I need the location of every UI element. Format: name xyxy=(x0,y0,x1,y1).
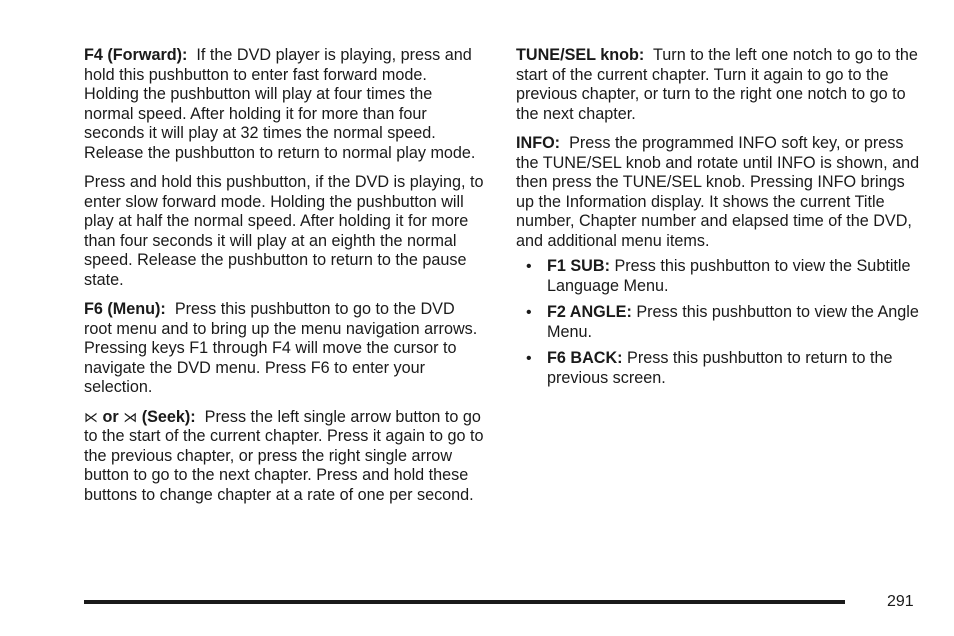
right-column xyxy=(516,46,922,395)
list-item xyxy=(516,349,922,388)
f1-sub-term: F1 SUB: xyxy=(547,257,610,275)
info-text: Press the programmed INFO soft key, or press the TUNE/SEL knob and rotate until INFO is shown, and then press the TUNE/SEL knob. Pressing INFO brings up the Information display. It shows the current Title number, Chapter number and elapsed time of the DVD, and additional menu items. xyxy=(516,134,920,250)
info-paragraph xyxy=(516,134,922,251)
f4-text: If the DVD player is playing, press and hold this pushbutton to enter fast forward mode. Holding the pushbutton will play at four times the normal speed. After holding it for more than four seconds it will play at 32 times the normal speed. Release the pushbutton to return to normal play mode. xyxy=(84,46,476,162)
f1-sub-text: Press this pushbutton to view the Subtitle Language Menu. xyxy=(547,257,911,295)
tune-sel-paragraph xyxy=(516,46,922,124)
info-bullet-list xyxy=(516,257,922,388)
f6-menu-paragraph xyxy=(84,300,486,398)
seek-forward-icon: ⋊ xyxy=(123,408,138,425)
list-item xyxy=(516,303,922,342)
slow-forward-paragraph xyxy=(84,173,486,290)
info-term: INFO: xyxy=(516,134,561,152)
f6-back-text: Press this pushbutton to return to the previous screen. xyxy=(547,349,893,387)
f2-angle-term: F2 ANGLE: xyxy=(547,303,632,321)
seek-term: (Seek): xyxy=(141,407,196,426)
f4-term: F4 (Forward): xyxy=(84,46,188,64)
tune-sel-text: Turn to the left one notch to go to the start of the current chapter. Turn it again to go to the previous chapter, or turn to the right one notch to go to the next chapter. xyxy=(516,46,918,123)
slow-forward-text: Press and hold this pushbutton, if the DVD is playing, to enter slow forward mode. Holding the pushbutton will play at half the normal speed. After holding it for more than four seconds it will play at an eighth the normal speed. Release the pushbutton to return to the pause state. xyxy=(84,173,484,289)
list-item xyxy=(516,257,922,296)
seek-back-icon: ⋉ xyxy=(84,408,98,425)
footer-rule xyxy=(84,600,845,604)
left-column xyxy=(84,46,486,515)
f4-paragraph xyxy=(84,46,486,163)
tune-sel-term: TUNE/SEL knob: xyxy=(516,46,645,64)
seek-text: Press the left single arrow button to go to the start of the current chapter. Press it again to go to the previous chapter, or press the right single arrow button to go to the next chapter. Press and hold these buttons to change chapter at a rate of one per second. xyxy=(84,407,484,504)
f6-menu-term: F6 (Menu): xyxy=(84,300,166,318)
f6-menu-text: Press this pushbutton to go to the DVD root menu and to bring up the menu navigation arrows. Pressing keys F1 through F4 will move the cursor to navigate the DVD menu. Press F6 to enter your selection. xyxy=(84,300,478,396)
page-number: 291 xyxy=(887,593,914,610)
seek-or: or xyxy=(102,407,119,426)
seek-paragraph xyxy=(84,408,486,506)
f6-back-term: F6 BACK: xyxy=(547,349,623,367)
f2-angle-text: Press this pushbutton to view the Angle Menu. xyxy=(547,303,919,341)
